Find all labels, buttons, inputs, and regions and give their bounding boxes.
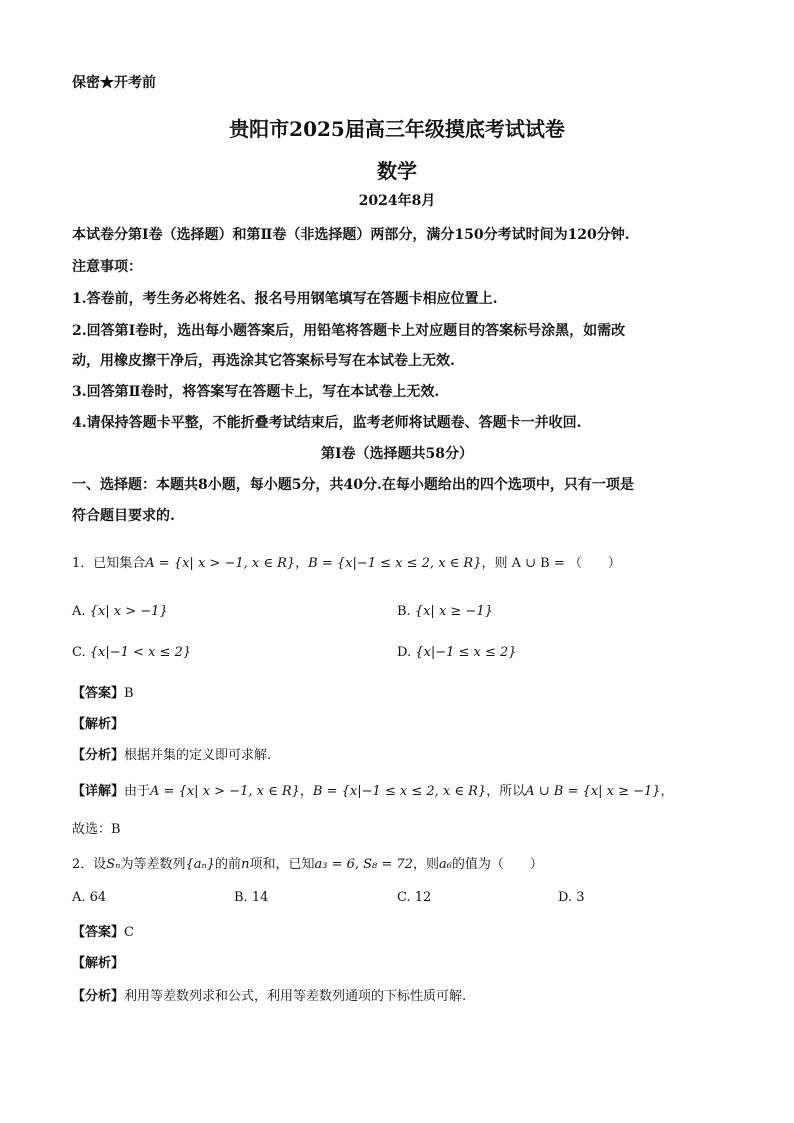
exam-title: 贵阳市2025届高三年级摸底考试试卷: [229, 117, 565, 141]
q1-option-b-text: {x| x ≥ −1}: [414, 604, 493, 619]
notice-item-1: 1.答卷前，考生务必将姓名、报名号用钢笔填写在答题卡相应位置上.: [72, 291, 498, 307]
q2-analysis-tag: 【解析】: [72, 956, 125, 971]
section-desc-2: 符合题目要求的.: [72, 508, 175, 524]
q1-answer: [72, 682, 134, 701]
q1-prefix: 1．已知集合: [72, 556, 146, 571]
q1-analysis-tag: 【解析】: [72, 717, 125, 732]
notice-item-2-cont: 动，用橡皮擦干净后，再选涂其它答案标号写在本试卷上无效.: [72, 353, 455, 369]
q1-detail: 【详解】由于A = {x| x > −1, x ∈ R}，B = {x|−1 ≤ x ≤ 2, x ∈ R}，所以A ∪ B = {x| x ≥ −1}，: [72, 784, 674, 799]
confidential-mark: 保密★开考前: [72, 75, 156, 91]
q2-an: {aₙ}: [185, 857, 216, 872]
q2-a6: a₆: [438, 857, 452, 872]
q2-n: n: [241, 857, 250, 872]
q1-detail-b: B = {x|−1 ≤ x ≤ 2, x ∈ R}: [312, 784, 487, 799]
q2-text-5: ，则: [412, 857, 439, 872]
q2-text-2: 为等差数列: [120, 857, 186, 872]
q1-suffix: ，则 A ∪ B = （ ）: [481, 556, 621, 571]
q2-text-3: 的前: [215, 857, 242, 872]
q1-conclusion: 故选：B: [72, 822, 121, 837]
q2-prefix: 2．设: [72, 857, 107, 872]
fenxi-tag: 【分析】: [72, 989, 125, 1004]
q1-option-d: [397, 645, 517, 660]
subject-title: 数学: [377, 159, 417, 183]
q1-option-d-text: {x|−1 ≤ x ≤ 2}: [415, 645, 517, 660]
q1-option-c-label: C.: [72, 645, 86, 660]
section-title: 第Ⅰ卷（选择题共58分）: [320, 446, 474, 462]
q2-sn: Sₙ: [106, 857, 121, 872]
q1-option-a-label: A.: [72, 604, 86, 619]
q1-detail-mid: ，所以: [486, 784, 526, 799]
q2-condition: a₃ = 6, S₈ = 72: [314, 857, 413, 872]
fenxi-tag: 【分析】: [72, 748, 125, 763]
q1-option-d-label: D.: [397, 645, 412, 660]
q2-text-4: 项和，已知: [249, 857, 315, 872]
notice-title: 注意事项：: [72, 259, 142, 275]
exam-date: 2024年8月: [358, 193, 436, 209]
q1-answer-value: B: [124, 686, 134, 701]
q1-option-a: [72, 604, 168, 619]
q1-option-b-label: B.: [397, 604, 411, 619]
q2-text-6: 的值为（ ）: [451, 857, 543, 872]
q1-set-b: B = {x|−1 ≤ x ≤ 2, x ∈ R}: [308, 556, 482, 571]
q2-answer-value: C: [124, 925, 134, 940]
q1-option-a-text: {x| x > −1}: [89, 604, 168, 619]
notice-item-2: 2.回答第Ⅰ卷时，选出每小题答案后，用铅笔将答题卡上对应题目的答案标号涂黑，如需改: [72, 323, 626, 339]
q2-option-a: A. 64: [72, 890, 107, 905]
q2-answer: [72, 921, 134, 940]
q2-option-d: D. 3: [558, 890, 585, 905]
answer-tag: 【答案】: [72, 686, 125, 701]
q1-detail-result: A ∪ B = {x| x ≥ −1}: [525, 784, 661, 799]
q2-option-b: B. 14: [234, 890, 269, 905]
notice-item-3: 3.回答第Ⅱ卷时，将答案写在答题卡上，写在本试卷上无效.: [72, 384, 440, 400]
q2-option-c: C. 12: [397, 890, 432, 905]
answer-tag: 【答案】: [72, 925, 125, 940]
q1-set-a: A = {x| x > −1, x ∈ R}: [145, 556, 296, 571]
section-desc-1: 一、选择题：本题共8小题，每小题5分，共40分.在每小题给出的四个选项中，只有一项是: [72, 477, 634, 493]
q1-fenxi: [72, 744, 271, 763]
question-1-stem: 1．已知集合A = {x| x > −1, x ∈ R}，B = {x|−1 ≤ x ≤ 2, x ∈ R}，则 A ∪ B = （ ）: [72, 556, 621, 571]
q1-detail-prefix: 由于: [124, 784, 151, 799]
q1-option-b: [397, 604, 493, 619]
q1-option-c-text: {x|−1 < x ≤ 2}: [89, 645, 192, 660]
intro-text: 本试卷分第Ⅰ卷（选择题）和第Ⅱ卷（非选择题）两部分，满分150分考试时间为120分钟.: [72, 227, 630, 243]
notice-item-4: 4.请保持答题卡平整，不能折叠考试结束后，监考老师将试题卷、答题卡一并收回.: [72, 415, 582, 431]
q1-option-c: [72, 645, 191, 660]
question-2-stem: [72, 853, 543, 872]
detail-tag: 【详解】: [72, 784, 125, 799]
q2-fenxi: [72, 985, 466, 1004]
q1-detail-a: A = {x| x > −1, x ∈ R}: [150, 784, 300, 799]
q2-fenxi-text: 利用等差数列求和公式，利用等差数列通项的下标性质可解.: [124, 989, 467, 1004]
q1-fenxi-text: 根据并集的定义即可求解.: [124, 748, 272, 763]
